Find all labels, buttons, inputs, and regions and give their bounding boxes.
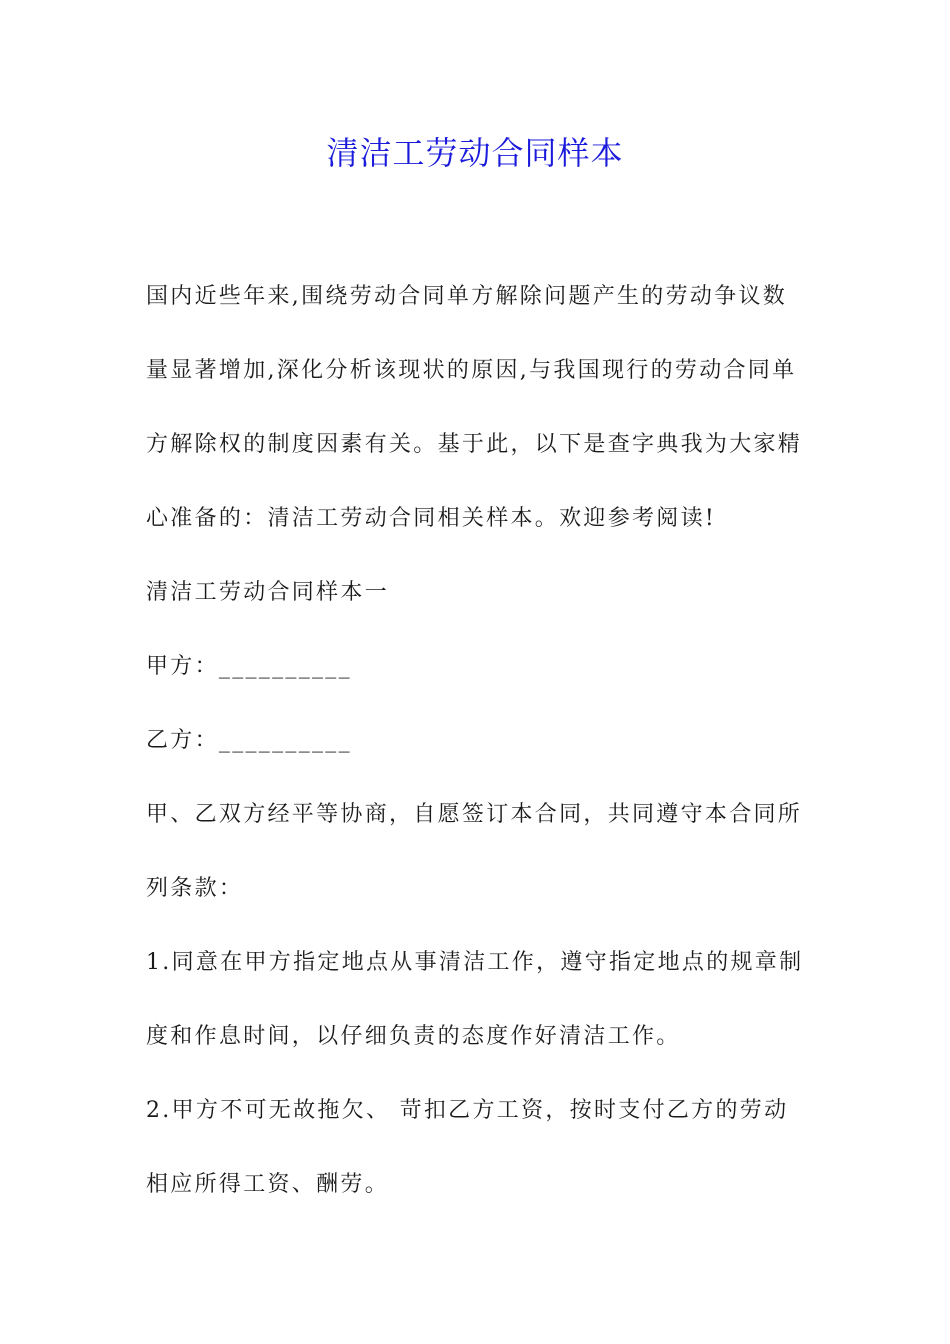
section-heading: 清洁工劳动合同样本一 (146, 580, 390, 605)
party-b-line: 乙方：__________ (146, 728, 352, 753)
clause-2-paragraph: 2.甲方不可无故拖欠、 苛扣乙方工资，按时支付乙方的劳动相应所得工资、酬劳。 (146, 1098, 789, 1197)
intro-paragraph: 国内近些年来,围绕劳动合同单方解除问题产生的劳动争议数量显著增加,深化分析该现状的原因,与我国现行的劳动合同单方解除权的制度因素有关。基于此，以下是查字典我为大家精心准备的：清洁工劳动合同相关样本。欢迎参考阅读! (146, 284, 803, 531)
party-a-line: 甲方：__________ (146, 654, 352, 679)
document-title: 清洁工劳动合同样本 (326, 134, 624, 172)
clause-1-paragraph: 1.同意在甲方指定地点从事清洁工作，遵守指定地点的规章制度和作息时间，以仔细负责的态度作好清洁工作。 (146, 950, 804, 1049)
document-body (146, 260, 811, 1222)
agreement-paragraph: 甲、乙双方经平等协商，自愿签订本合同，共同遵守本合同所列条款： (146, 802, 803, 901)
